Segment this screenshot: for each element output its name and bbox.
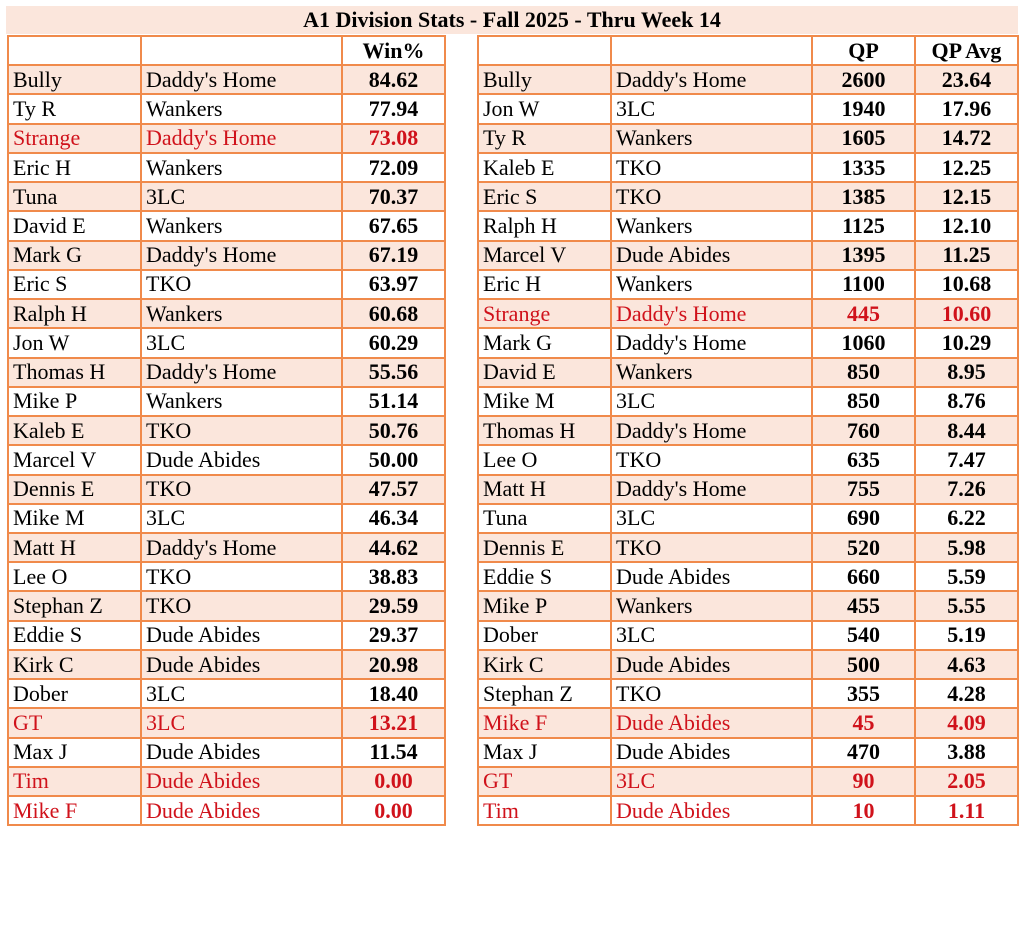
team-cell: Wankers: [141, 94, 342, 123]
qp-cell: 10: [812, 796, 915, 825]
player-cell: Matt H: [8, 533, 141, 562]
qp-cell: 760: [812, 416, 915, 445]
player-cell: Ralph H: [8, 299, 141, 328]
qp-cell: 90: [812, 767, 915, 796]
win-pct-cell: 11.54: [342, 738, 445, 767]
qp-cell: 690: [812, 504, 915, 533]
win-pct-cell: 50.76: [342, 416, 445, 445]
team-cell: Wankers: [141, 153, 342, 182]
table-row: [8, 153, 445, 182]
table-row: [478, 738, 1018, 767]
player-cell: Strange: [8, 124, 141, 153]
player-cell: Dennis E: [478, 533, 611, 562]
player-cell: Mike M: [478, 387, 611, 416]
team-cell: 3LC: [141, 708, 342, 737]
team-cell: TKO: [141, 591, 342, 620]
team-cell: Daddy's Home: [611, 416, 812, 445]
table-row: [8, 504, 445, 533]
player-cell: Dober: [478, 621, 611, 650]
team-cell: Dude Abides: [611, 738, 812, 767]
win-pct-cell: 44.62: [342, 533, 445, 562]
win-pct-cell: 51.14: [342, 387, 445, 416]
player-cell: Kirk C: [478, 650, 611, 679]
team-cell: Daddy's Home: [141, 533, 342, 562]
win-pct-cell: 0.00: [342, 796, 445, 825]
column-header: QP: [812, 36, 915, 65]
team-cell: Dude Abides: [611, 241, 812, 270]
table-row: [8, 679, 445, 708]
team-cell: TKO: [141, 475, 342, 504]
win-pct-cell: 20.98: [342, 650, 445, 679]
team-cell: Wankers: [611, 358, 812, 387]
table-row: [478, 241, 1018, 270]
team-cell: TKO: [611, 445, 812, 474]
team-cell: Daddy's Home: [611, 475, 812, 504]
qp-cell: 1100: [812, 270, 915, 299]
qp-avg-cell: 2.05: [915, 767, 1018, 796]
table-row: [478, 153, 1018, 182]
qp-avg-cell: 23.64: [915, 65, 1018, 94]
win-pct-cell: 18.40: [342, 679, 445, 708]
team-cell: TKO: [611, 182, 812, 211]
table-row: [8, 94, 445, 123]
player-cell: Bully: [478, 65, 611, 94]
qp-avg-cell: 7.47: [915, 445, 1018, 474]
player-cell: Tim: [8, 767, 141, 796]
player-cell: Mark G: [478, 328, 611, 357]
qp-avg-cell: 12.10: [915, 211, 1018, 240]
team-cell: 3LC: [611, 94, 812, 123]
player-cell: David E: [8, 211, 141, 240]
qp-avg-cell: 3.88: [915, 738, 1018, 767]
win-pct-cell: 63.97: [342, 270, 445, 299]
table-row: [478, 475, 1018, 504]
qp-cell: 540: [812, 621, 915, 650]
team-cell: Wankers: [611, 270, 812, 299]
qp-avg-cell: 10.60: [915, 299, 1018, 328]
player-cell: Thomas H: [478, 416, 611, 445]
player-cell: Dober: [8, 679, 141, 708]
win-pct-cell: 60.29: [342, 328, 445, 357]
qp-cell: 445: [812, 299, 915, 328]
team-cell: Daddy's Home: [611, 328, 812, 357]
player-cell: Marcel V: [8, 445, 141, 474]
table-row: [8, 124, 445, 153]
qp-avg-cell: 5.55: [915, 591, 1018, 620]
team-cell: Dude Abides: [141, 650, 342, 679]
qp-avg-cell: 12.25: [915, 153, 1018, 182]
table-row: [478, 358, 1018, 387]
team-cell: TKO: [611, 679, 812, 708]
player-cell: Lee O: [478, 445, 611, 474]
header-row: [8, 36, 445, 65]
player-cell: Kaleb E: [478, 153, 611, 182]
win-pct-cell: 84.62: [342, 65, 445, 94]
table-row: [8, 533, 445, 562]
qp-cell: 1125: [812, 211, 915, 240]
table-row: [478, 124, 1018, 153]
team-cell: 3LC: [141, 504, 342, 533]
player-cell: Mike P: [478, 591, 611, 620]
table-row: [478, 533, 1018, 562]
qp-avg-cell: 5.98: [915, 533, 1018, 562]
table-row: [478, 562, 1018, 591]
table-row: [8, 738, 445, 767]
team-cell: TKO: [141, 270, 342, 299]
player-cell: Bully: [8, 65, 141, 94]
qp-avg-cell: 14.72: [915, 124, 1018, 153]
win-pct-cell: 46.34: [342, 504, 445, 533]
win-pct-cell: 60.68: [342, 299, 445, 328]
player-cell: Ty R: [8, 94, 141, 123]
team-cell: 3LC: [611, 504, 812, 533]
player-cell: Mark G: [8, 241, 141, 270]
table-row: [478, 796, 1018, 825]
team-cell: Dude Abides: [141, 767, 342, 796]
team-cell: TKO: [141, 562, 342, 591]
table-row: [8, 299, 445, 328]
win-pct-cell: 13.21: [342, 708, 445, 737]
player-cell: Jon W: [478, 94, 611, 123]
team-cell: Daddy's Home: [611, 65, 812, 94]
qp-avg-cell: 11.25: [915, 241, 1018, 270]
player-cell: Jon W: [8, 328, 141, 357]
team-cell: Dude Abides: [611, 708, 812, 737]
table-row: [478, 708, 1018, 737]
player-cell: Eric S: [478, 182, 611, 211]
team-cell: Dude Abides: [141, 445, 342, 474]
table-row: [478, 650, 1018, 679]
column-header: [611, 36, 812, 65]
player-cell: Kirk C: [8, 650, 141, 679]
player-cell: Eric S: [8, 270, 141, 299]
team-cell: 3LC: [141, 182, 342, 211]
player-cell: Max J: [478, 738, 611, 767]
table-row: [8, 387, 445, 416]
player-cell: GT: [8, 708, 141, 737]
player-cell: Strange: [478, 299, 611, 328]
table-row: [478, 767, 1018, 796]
column-header: QP Avg: [915, 36, 1018, 65]
qp-avg-cell: 8.76: [915, 387, 1018, 416]
table-row: [478, 270, 1018, 299]
qp-cell: 850: [812, 387, 915, 416]
player-cell: Mike M: [8, 504, 141, 533]
qp-cell: 470: [812, 738, 915, 767]
qp-cell: 520: [812, 533, 915, 562]
table-row: [8, 65, 445, 94]
qp-cell: 455: [812, 591, 915, 620]
qp-cell: 1395: [812, 241, 915, 270]
win-pct-cell: 0.00: [342, 767, 445, 796]
table-row: [478, 387, 1018, 416]
header-row: [478, 36, 1018, 65]
player-cell: Eddie S: [8, 621, 141, 650]
table-row: [8, 416, 445, 445]
table-row: [8, 591, 445, 620]
table-row: [478, 299, 1018, 328]
player-cell: Stephan Z: [478, 679, 611, 708]
quality-points-table: [477, 35, 1019, 826]
team-cell: Wankers: [141, 387, 342, 416]
player-cell: Ty R: [478, 124, 611, 153]
team-cell: Wankers: [141, 299, 342, 328]
table-row: [478, 328, 1018, 357]
team-cell: Dude Abides: [141, 738, 342, 767]
table-row: [8, 211, 445, 240]
player-cell: Tuna: [8, 182, 141, 211]
qp-avg-cell: 10.29: [915, 328, 1018, 357]
team-cell: TKO: [611, 533, 812, 562]
table-row: [8, 270, 445, 299]
win-pct-cell: 29.59: [342, 591, 445, 620]
team-cell: Dude Abides: [141, 796, 342, 825]
table-row: [8, 328, 445, 357]
team-cell: Daddy's Home: [141, 358, 342, 387]
win-pct-cell: 67.19: [342, 241, 445, 270]
win-pct-cell: 38.83: [342, 562, 445, 591]
player-cell: Matt H: [478, 475, 611, 504]
win-pct-cell: 55.56: [342, 358, 445, 387]
qp-avg-cell: 6.22: [915, 504, 1018, 533]
win-pct-cell: 73.08: [342, 124, 445, 153]
player-cell: Eric H: [478, 270, 611, 299]
table-row: [8, 796, 445, 825]
player-cell: Stephan Z: [8, 591, 141, 620]
team-cell: Dude Abides: [611, 562, 812, 591]
table-row: [478, 445, 1018, 474]
qp-avg-cell: 4.28: [915, 679, 1018, 708]
team-cell: 3LC: [611, 621, 812, 650]
player-cell: Mike P: [8, 387, 141, 416]
qp-cell: 755: [812, 475, 915, 504]
player-cell: Dennis E: [8, 475, 141, 504]
player-cell: Max J: [8, 738, 141, 767]
qp-avg-cell: 8.95: [915, 358, 1018, 387]
team-cell: 3LC: [141, 679, 342, 708]
team-cell: Wankers: [611, 124, 812, 153]
table-row: [8, 767, 445, 796]
player-cell: Thomas H: [8, 358, 141, 387]
win-pct-cell: 72.09: [342, 153, 445, 182]
qp-cell: 1060: [812, 328, 915, 357]
table-row: [8, 708, 445, 737]
table-row: [478, 182, 1018, 211]
column-header: [141, 36, 342, 65]
player-cell: Ralph H: [478, 211, 611, 240]
qp-cell: 1335: [812, 153, 915, 182]
table-row: [478, 504, 1018, 533]
table-row: [478, 591, 1018, 620]
table-row: [478, 65, 1018, 94]
player-cell: GT: [478, 767, 611, 796]
win-pct-cell: 70.37: [342, 182, 445, 211]
player-cell: Marcel V: [478, 241, 611, 270]
column-header: Win%: [342, 36, 445, 65]
player-cell: Tuna: [478, 504, 611, 533]
qp-cell: 1940: [812, 94, 915, 123]
win-pct-cell: 47.57: [342, 475, 445, 504]
team-cell: TKO: [141, 416, 342, 445]
table-row: [478, 416, 1018, 445]
qp-avg-cell: 5.59: [915, 562, 1018, 591]
win-pct-cell: 50.00: [342, 445, 445, 474]
team-cell: Dude Abides: [141, 621, 342, 650]
team-cell: Dude Abides: [611, 796, 812, 825]
column-header: [478, 36, 611, 65]
table-row: [478, 94, 1018, 123]
table-row: [478, 211, 1018, 240]
qp-cell: 2600: [812, 65, 915, 94]
team-cell: Dude Abides: [611, 650, 812, 679]
qp-cell: 850: [812, 358, 915, 387]
team-cell: Wankers: [611, 211, 812, 240]
player-cell: David E: [478, 358, 611, 387]
qp-cell: 500: [812, 650, 915, 679]
qp-cell: 1605: [812, 124, 915, 153]
qp-avg-cell: 7.26: [915, 475, 1018, 504]
qp-cell: 355: [812, 679, 915, 708]
team-cell: 3LC: [611, 767, 812, 796]
team-cell: Wankers: [141, 211, 342, 240]
qp-avg-cell: 1.11: [915, 796, 1018, 825]
table-row: [478, 621, 1018, 650]
table-row: [8, 358, 445, 387]
win-pct-cell: 29.37: [342, 621, 445, 650]
qp-cell: 45: [812, 708, 915, 737]
win-percentage-table: [7, 35, 446, 826]
qp-avg-cell: 12.15: [915, 182, 1018, 211]
table-row: [8, 182, 445, 211]
team-cell: Daddy's Home: [141, 65, 342, 94]
page-title: A1 Division Stats - Fall 2025 - Thru Week 14: [6, 6, 1018, 34]
table-row: [8, 621, 445, 650]
qp-avg-cell: 5.19: [915, 621, 1018, 650]
player-cell: Eddie S: [478, 562, 611, 591]
team-cell: Wankers: [611, 591, 812, 620]
team-cell: Daddy's Home: [611, 299, 812, 328]
player-cell: Mike F: [8, 796, 141, 825]
player-cell: Kaleb E: [8, 416, 141, 445]
team-cell: 3LC: [611, 387, 812, 416]
table-row: [8, 475, 445, 504]
team-cell: Daddy's Home: [141, 124, 342, 153]
qp-avg-cell: 8.44: [915, 416, 1018, 445]
team-cell: TKO: [611, 153, 812, 182]
qp-cell: 660: [812, 562, 915, 591]
player-cell: Lee O: [8, 562, 141, 591]
table-row: [8, 241, 445, 270]
player-cell: Eric H: [8, 153, 141, 182]
team-cell: 3LC: [141, 328, 342, 357]
player-cell: Mike F: [478, 708, 611, 737]
table-row: [8, 445, 445, 474]
team-cell: Daddy's Home: [141, 241, 342, 270]
win-pct-cell: 77.94: [342, 94, 445, 123]
column-header: [8, 36, 141, 65]
qp-avg-cell: 17.96: [915, 94, 1018, 123]
table-row: [8, 650, 445, 679]
win-pct-cell: 67.65: [342, 211, 445, 240]
qp-avg-cell: 10.68: [915, 270, 1018, 299]
player-cell: Tim: [478, 796, 611, 825]
table-row: [8, 562, 445, 591]
qp-avg-cell: 4.09: [915, 708, 1018, 737]
qp-cell: 1385: [812, 182, 915, 211]
qp-cell: 635: [812, 445, 915, 474]
table-row: [478, 679, 1018, 708]
qp-avg-cell: 4.63: [915, 650, 1018, 679]
